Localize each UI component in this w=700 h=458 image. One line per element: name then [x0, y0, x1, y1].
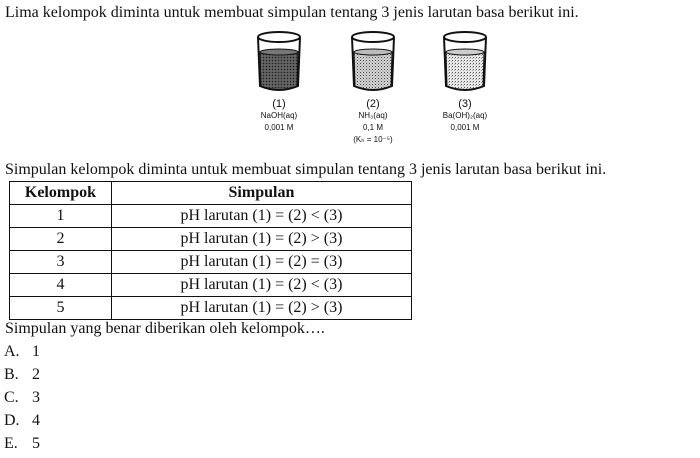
beaker-3-icon — [440, 30, 490, 94]
beaker-2-concentration: 0,1 M — [362, 123, 383, 132]
table-row — [10, 274, 412, 297]
intro-text: Lima kelompok diminta untuk membuat simpulan tentang 3 jenis larutan basa berikut ini. — [5, 4, 579, 21]
option-text: 2 — [32, 366, 40, 383]
option-e[interactable] — [4, 435, 40, 458]
cell-group: 5 — [10, 297, 112, 320]
beaker-2 — [343, 30, 403, 146]
table-row — [10, 297, 412, 320]
option-b[interactable] — [4, 366, 40, 389]
option-letter: A. — [4, 343, 20, 360]
header-conclusion: Simpulan — [111, 182, 411, 205]
cell-group: 1 — [10, 205, 112, 228]
option-letter: C. — [4, 389, 19, 406]
beaker-2-kb: (Kₕ = 10⁻⁵) — [353, 135, 393, 144]
table-header-row — [10, 182, 412, 205]
option-text: 3 — [32, 389, 40, 406]
beaker-1 — [249, 30, 309, 134]
option-letter: B. — [4, 366, 19, 383]
header-group: Kelompok — [10, 182, 112, 205]
beaker-3-solution: Ba(OH)₂(aq) — [442, 111, 488, 120]
cell-conclusion: pH larutan (1) = (2) < (3) — [111, 205, 411, 228]
option-letter: E. — [4, 435, 18, 452]
table-row — [10, 251, 412, 274]
cell-conclusion: pH larutan (1) = (2) = (3) — [111, 251, 411, 274]
cell-conclusion: pH larutan (1) = (2) > (3) — [111, 297, 411, 320]
beaker-1-number: (1) — [272, 98, 286, 110]
answer-options — [4, 343, 40, 458]
beaker-3-number: (3) — [458, 98, 472, 110]
option-text: 5 — [32, 435, 40, 452]
option-text: 1 — [32, 343, 40, 360]
option-c[interactable] — [4, 389, 40, 412]
table-row — [10, 228, 412, 251]
option-text: 4 — [32, 412, 40, 429]
option-d[interactable] — [4, 412, 40, 435]
beaker-1-concentration: 0,001 M — [264, 123, 294, 132]
cell-group: 4 — [10, 274, 112, 297]
beaker-3-concentration: 0,001 M — [450, 123, 480, 132]
cell-group: 3 — [10, 251, 112, 274]
beaker-1-icon — [254, 30, 304, 94]
cell-conclusion: pH larutan (1) = (2) > (3) — [111, 228, 411, 251]
cell-conclusion: pH larutan (1) = (2) < (3) — [111, 274, 411, 297]
beaker-2-solution: NH₃(aq) — [358, 111, 388, 120]
option-letter: D. — [4, 412, 20, 429]
beaker-figure — [245, 30, 515, 162]
summary-text: Simpulan kelompok diminta untuk membuat simpulan tentang 3 jenis larutan basa berikut ini. — [5, 161, 607, 178]
beaker-1-solution: NaOH(aq) — [260, 111, 298, 120]
question-text: Simpulan yang benar diberikan oleh kelompok…. — [5, 320, 325, 337]
table-row — [10, 205, 412, 228]
beaker-3 — [435, 30, 495, 134]
beaker-2-icon — [348, 30, 398, 94]
beaker-2-number: (2) — [366, 98, 380, 110]
cell-group: 2 — [10, 228, 112, 251]
conclusion-table — [9, 181, 412, 320]
option-a[interactable] — [4, 343, 40, 366]
